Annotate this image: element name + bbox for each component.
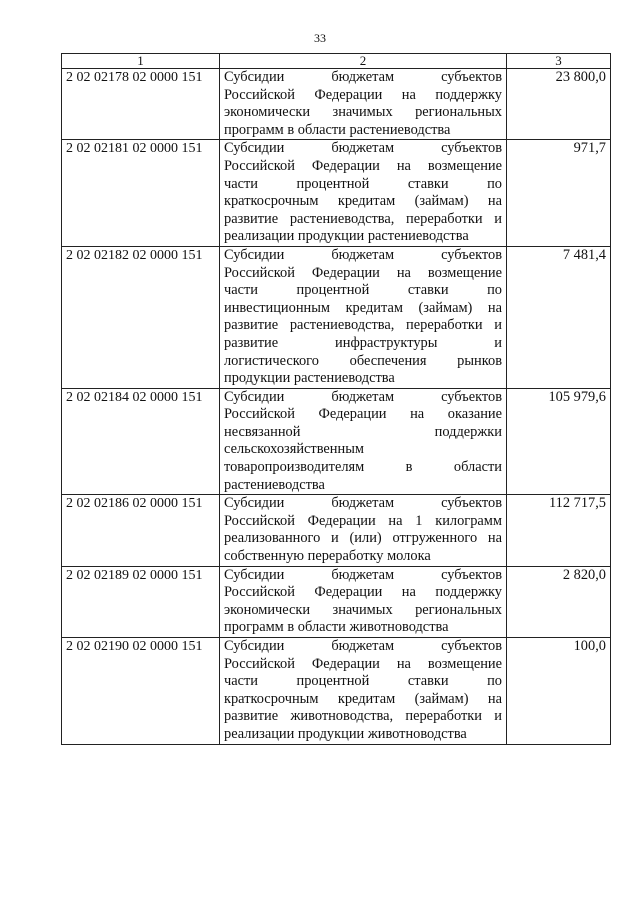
description-line: Российской Федерации на возмещение [224, 655, 502, 672]
description-line: развитие растениеводства, переработки и [224, 317, 502, 334]
description-cell [220, 69, 507, 140]
description-line: Субсидии бюджетам субъектов [224, 566, 502, 583]
description-cell [220, 495, 507, 566]
table-row [62, 495, 611, 566]
budget-code-cell: 2 02 02189 02 0000 151 [62, 566, 220, 637]
description-line: краткосрочным кредитам (займам) на [224, 690, 502, 707]
page-number: 33 [314, 31, 326, 45]
description-line: развитие животноводства, переработки и [224, 708, 502, 725]
table-row [62, 246, 611, 388]
description-line: инвестиционным кредитам (займам) на [224, 299, 502, 316]
description-line: товаропроизводителям в области [224, 459, 502, 476]
description-cell [220, 246, 507, 388]
description-line: реализации продукции животноводства [224, 725, 467, 742]
table-row [62, 140, 611, 247]
description-line: Субсидии бюджетам субъектов [224, 246, 502, 263]
description-line: Российской Федерации на поддержку [224, 86, 502, 103]
budget-table [61, 53, 611, 745]
description-line: программ в области животноводства [224, 619, 449, 636]
description-cell [220, 388, 507, 495]
description-line: части процентной ставки по [224, 175, 502, 192]
description-line: Субсидии бюджетам субъектов [224, 638, 502, 654]
amount-cell: 2 820,0 [507, 566, 611, 637]
description-line: Субсидии бюджетам субъектов [224, 388, 502, 405]
table-row [62, 388, 611, 495]
description-line: Российской Федерации на возмещение [224, 157, 502, 174]
budget-code-cell: 2 02 02178 02 0000 151 [62, 69, 220, 140]
description-line: логистического обеспечения рынков [224, 352, 502, 369]
column-header-code: 1 [62, 54, 220, 69]
description-line: развитие инфраструктуры и [224, 334, 502, 351]
description-line: продукции растениеводства [224, 370, 395, 387]
description-line: Российской Федерации на оказание [224, 406, 502, 423]
description-line: растениеводства [224, 476, 325, 493]
description-line: Субсидии бюджетам субъектов [224, 140, 502, 157]
description-line: собственную переработку молока [224, 548, 431, 565]
table-row [62, 638, 611, 745]
column-header-description: 2 [220, 54, 507, 69]
description-line: реализованного и (или) отгруженного на [224, 530, 502, 547]
table-row [62, 566, 611, 637]
description-line: программ в области растениеводства [224, 121, 451, 138]
table-row [62, 69, 611, 140]
amount-cell: 23 800,0 [507, 69, 611, 140]
budget-code-cell: 2 02 02181 02 0000 151 [62, 140, 220, 247]
description-line: Субсидии бюджетам субъектов [224, 69, 502, 85]
budget-code-cell: 2 02 02190 02 0000 151 [62, 638, 220, 745]
description-line: краткосрочным кредитам (займам) на [224, 193, 502, 210]
description-line: Российской Федерации на поддержку [224, 584, 502, 601]
description-cell [220, 638, 507, 745]
description-line: экономически значимых региональных [224, 104, 502, 121]
table-header-row [62, 54, 611, 69]
budget-code-cell: 2 02 02186 02 0000 151 [62, 495, 220, 566]
amount-cell: 112 717,5 [507, 495, 611, 566]
description-line: Российской Федерации на возмещение [224, 264, 502, 281]
budget-code-cell: 2 02 02184 02 0000 151 [62, 388, 220, 495]
column-header-amount: 3 [507, 54, 611, 69]
description-line: экономически значимых региональных [224, 601, 502, 618]
amount-cell: 100,0 [507, 638, 611, 745]
description-line: Субсидии бюджетам субъектов [224, 495, 502, 512]
description-line: реализации продукции растениеводства [224, 228, 469, 245]
amount-cell: 7 481,4 [507, 246, 611, 388]
table-body [62, 69, 611, 745]
description-line: Российской Федерации на 1 килограмм [224, 512, 502, 529]
description-line: развитие растениеводства, переработки и [224, 210, 502, 227]
description-line: части процентной ставки по [224, 282, 502, 299]
description-cell [220, 140, 507, 247]
description-line: сельскохозяйственным [224, 441, 364, 458]
description-line: несвязанной поддержки [224, 423, 502, 440]
description-cell [220, 566, 507, 637]
amount-cell: 105 979,6 [507, 388, 611, 495]
description-line: части процентной ставки по [224, 673, 502, 690]
budget-code-cell: 2 02 02182 02 0000 151 [62, 246, 220, 388]
amount-cell: 971,7 [507, 140, 611, 247]
